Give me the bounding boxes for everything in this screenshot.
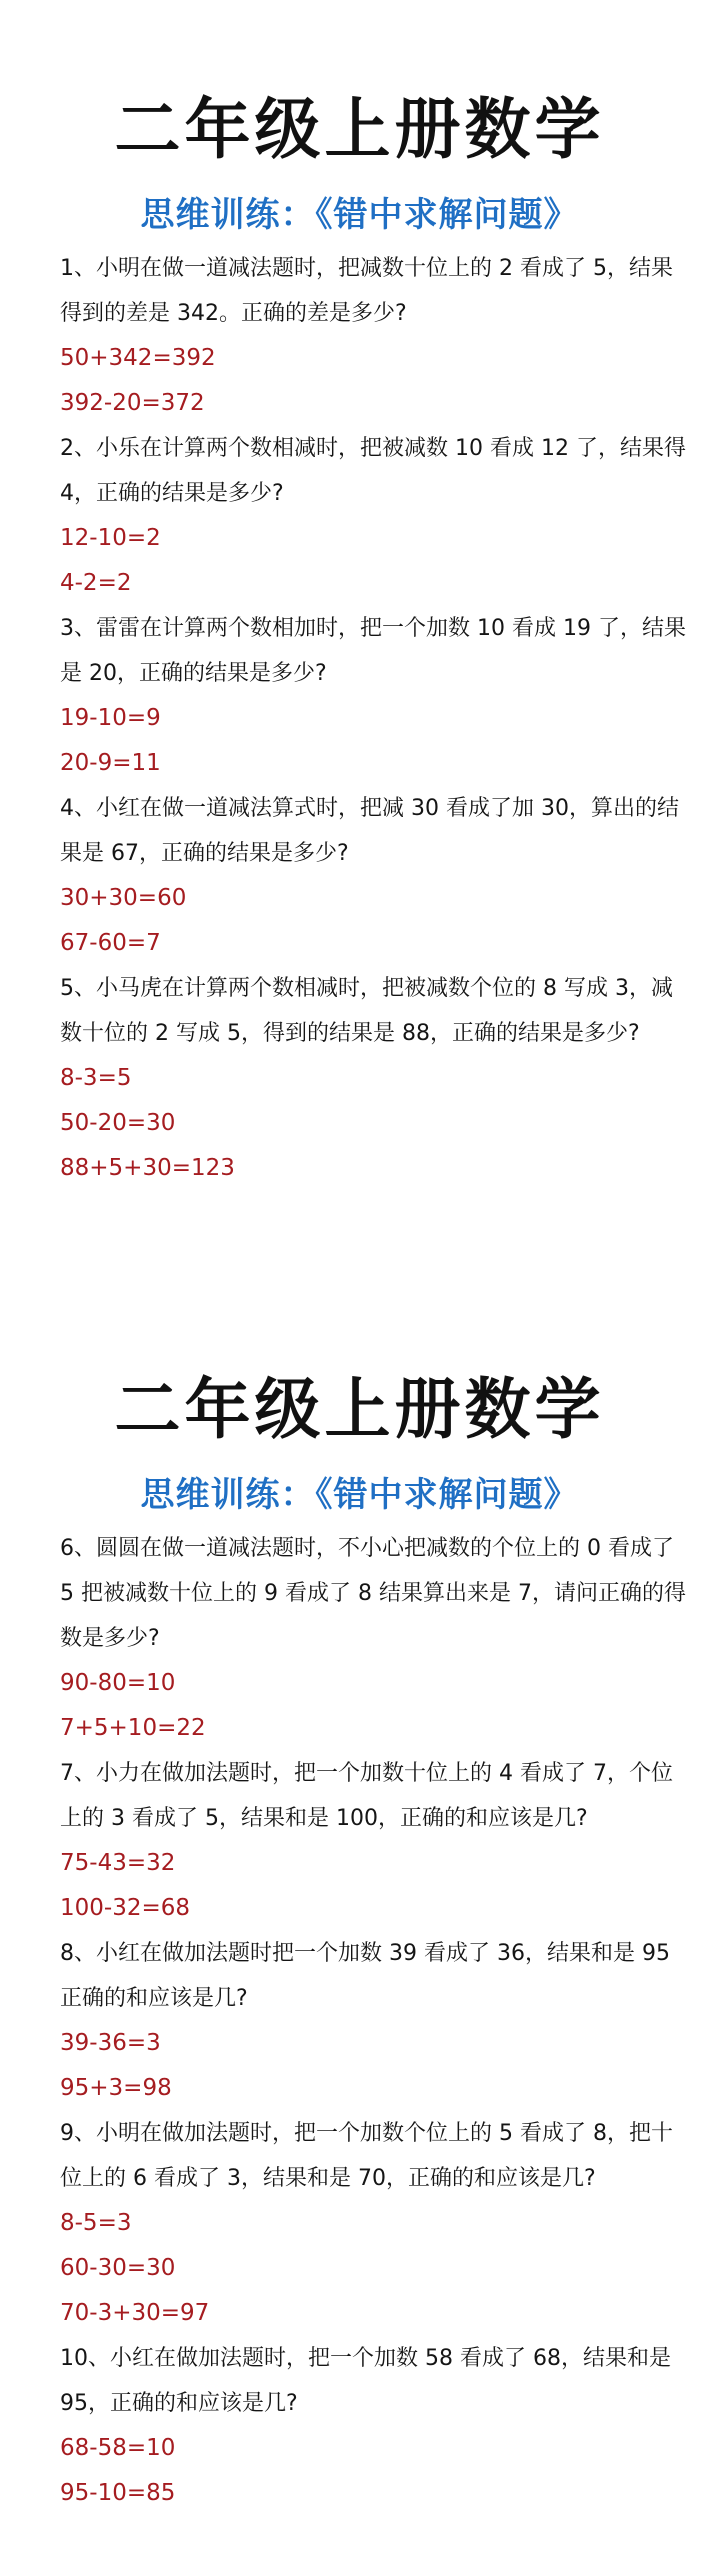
- problem-answer: 68-58=10: [60, 2435, 176, 2461]
- problem-answer: 20-9=11: [60, 750, 161, 776]
- problem-9: [60, 2111, 693, 2336]
- problem-answer: 50+342=392: [60, 345, 216, 371]
- problem-7: [60, 1751, 693, 1931]
- problem-3: [60, 606, 693, 786]
- page-subtitle: 思维训练：《错中求解问题》: [140, 1475, 579, 1515]
- problem-answer: 8-3=5: [60, 1065, 132, 1091]
- problem-answer: 70-3+30=97: [60, 2300, 210, 2326]
- problem-question: 3、雷雷在计算两个数相加时，把一个加数 10 看成 19 了，结果是 20，正确的结果是多少?: [60, 616, 686, 686]
- problem-answer: 90-80=10: [60, 1670, 176, 1696]
- problem-answer: 8-5=3: [60, 2210, 132, 2236]
- page-title: 二年级上册数学: [114, 1371, 605, 1448]
- problem-answer: 7+5+10=22: [60, 1715, 206, 1741]
- problem-question: 6、圆圆在做一道减法题时，不小心把减数的个位上的 0 看成了 5 把被减数十位上的 9 看成了 8 结果算出来是 7，请问正确的得数是多少?: [60, 1536, 686, 1651]
- problem-answer: 30+30=60: [60, 885, 187, 911]
- page-subtitle: 思维训练：《错中求解问题》: [140, 195, 579, 235]
- problem-answer: 100-32=68: [60, 1895, 191, 1921]
- problem-8: [60, 1931, 693, 2111]
- problem-question: 9、小明在做加法题时，把一个加数个位上的 5 看成了 8，把十位上的 6 看成了 3，结果和是 70，正确的和应该是几?: [60, 2121, 673, 2191]
- problem-answer: 88+5+30=123: [60, 1155, 235, 1181]
- problem-answer: 19-10=9: [60, 705, 161, 731]
- problem-5: [60, 966, 693, 1191]
- problem-question: 4、小红在做一道减法算式时，把减 30 看成了加 30，算出的结果是 67，正确的结果是多少?: [60, 796, 679, 866]
- problem-answer: 39-36=3: [60, 2030, 161, 2056]
- problem-6: [60, 1526, 693, 1751]
- problem-answer: 75-43=32: [60, 1850, 176, 1876]
- problem-10: [60, 2336, 693, 2516]
- problem-2: [60, 426, 693, 606]
- problem-question: 2、小乐在计算两个数相减时，把被减数 10 看成 12 了，结果得 4，正确的结果是多少?: [60, 436, 686, 506]
- worksheet-section-1: [0, 90, 719, 1191]
- problem-answer: 60-30=30: [60, 2255, 176, 2281]
- problem-list: [0, 1526, 719, 2516]
- problem-answer: 12-10=2: [60, 525, 161, 551]
- problem-answer: 95-10=85: [60, 2480, 176, 2506]
- problem-4: [60, 786, 693, 966]
- problem-1: [60, 246, 693, 426]
- problem-answer: 4-2=2: [60, 570, 132, 596]
- problem-list: [0, 246, 719, 1191]
- problem-answer: 50-20=30: [60, 1110, 176, 1136]
- worksheet-section-2: [0, 1370, 719, 2516]
- problem-answer: 67-60=7: [60, 930, 161, 956]
- page-title: 二年级上册数学: [114, 91, 605, 168]
- problem-answer: 392-20=372: [60, 390, 205, 416]
- problem-question: 5、小马虎在计算两个数相减时，把被减数个位的 8 写成 3，减数十位的 2 写成 5，得到的结果是 88，正确的结果是多少?: [60, 976, 673, 1046]
- problem-question: 1、小明在做一道减法题时，把减数十位上的 2 看成了 5，结果得到的差是 342。正确的差是多少?: [60, 256, 673, 326]
- problem-answer: 95+3=98: [60, 2075, 172, 2101]
- problem-question: 10、小红在做加法题时，把一个加数 58 看成了 68，结果和是 95，正确的和应该是几?: [60, 2346, 671, 2416]
- problem-question: 7、小力在做加法题时，把一个加数十位上的 4 看成了 7，个位上的 3 看成了 5，结果和是 100，正确的和应该是几?: [60, 1761, 673, 1831]
- problem-question: 8、小红在做加法题时把一个加数 39 看成了 36，结果和是 95 正确的和应该是几?: [60, 1941, 670, 2011]
